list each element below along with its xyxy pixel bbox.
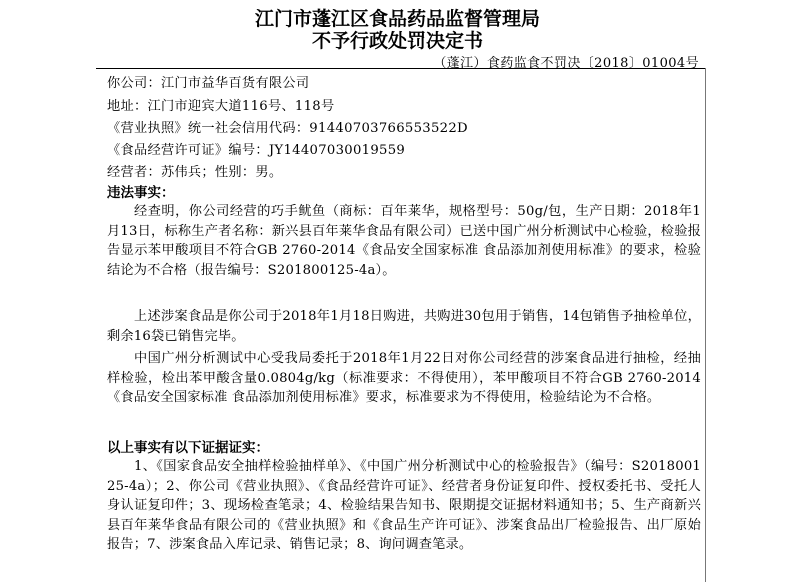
header-rule	[96, 68, 706, 69]
evidence-paragraph: 1、《国家食品安全抽样检验抽样单》、《中国广州分析测试中心的检验报告》（编号：S201800125-4a）；2、你公司《营业执照》、《食品经营许可证》、经营者身份证复印件、授权委托书、受托人身认证复印件；3、现场检查笔录；4、检验结果告知书、限期提交证据材料通知书；5、生产商新兴县百年莱华食品有限公司的《营业执照》和《食品生产许可证》、涉案食品出厂检验报告、出厂原始报告；7、涉案食品入库记录、销售记录；8、询问调查笔录。	[107, 459, 701, 553]
evidence-heading: 以上事实有以下证据证实：	[107, 440, 269, 456]
facts-paragraph-1: 经查明，你公司经营的巧手鱿鱼（商标：百年莱华，规格型号：50g/包，生产日期：2018年1月13日，标称生产者名称：新兴县百年莱华食品有限公司）已送中国广州分析测试中心检验，检验报告显示苯甲酸项目不符合GB 2760-2014《食品安全国家标准 食品添加剂使用标准》的要求，检验结论为不合格（报告编号：S201800125-4a）。	[107, 204, 701, 278]
page-edge-line	[705, 68, 706, 582]
party-address: 地址：江门市迎宾大道116号、118号	[107, 99, 335, 114]
facts-heading: 违法事实：	[107, 185, 175, 201]
document-title-line1: 江门市蓬江区食品药品监督管理局	[254, 8, 540, 30]
party-license: 《食品经营许可证》编号：JY14407030019559	[107, 143, 406, 158]
facts-paragraph-2: 上述涉案食品是你公司于2018年1月18日购进，共购进30包用于销售，14包销售予抽检单位，剩余16袋已销售完毕。	[107, 309, 701, 344]
party-name: 你公司：江门市益华百货有限公司	[107, 76, 310, 91]
facts-paragraph-3: 中国广州分析测试中心受我局委托于2018年1月22日对你公司经营的涉案食品进行抽检，经抽样检验，检出苯甲酸含量0.0804g/kg（标准要求：不得使用），苯甲酸项目不符合GB 2760-2014《食品安全国家标准 食品添加剂使用标准》要求，标准要求为不得使用，检验结论为不合格。	[107, 351, 701, 406]
document-number: （蓬江）食药监食不罚决〔2018〕01004号	[433, 56, 699, 71]
party-credit-code: 《营业执照》统一社会信用代码：91440703766553522D	[107, 121, 468, 136]
document-title-line2: 不予行政处罚决定书	[311, 30, 483, 52]
party-operator: 经营者：苏伟兵；性别：男。	[107, 165, 283, 180]
